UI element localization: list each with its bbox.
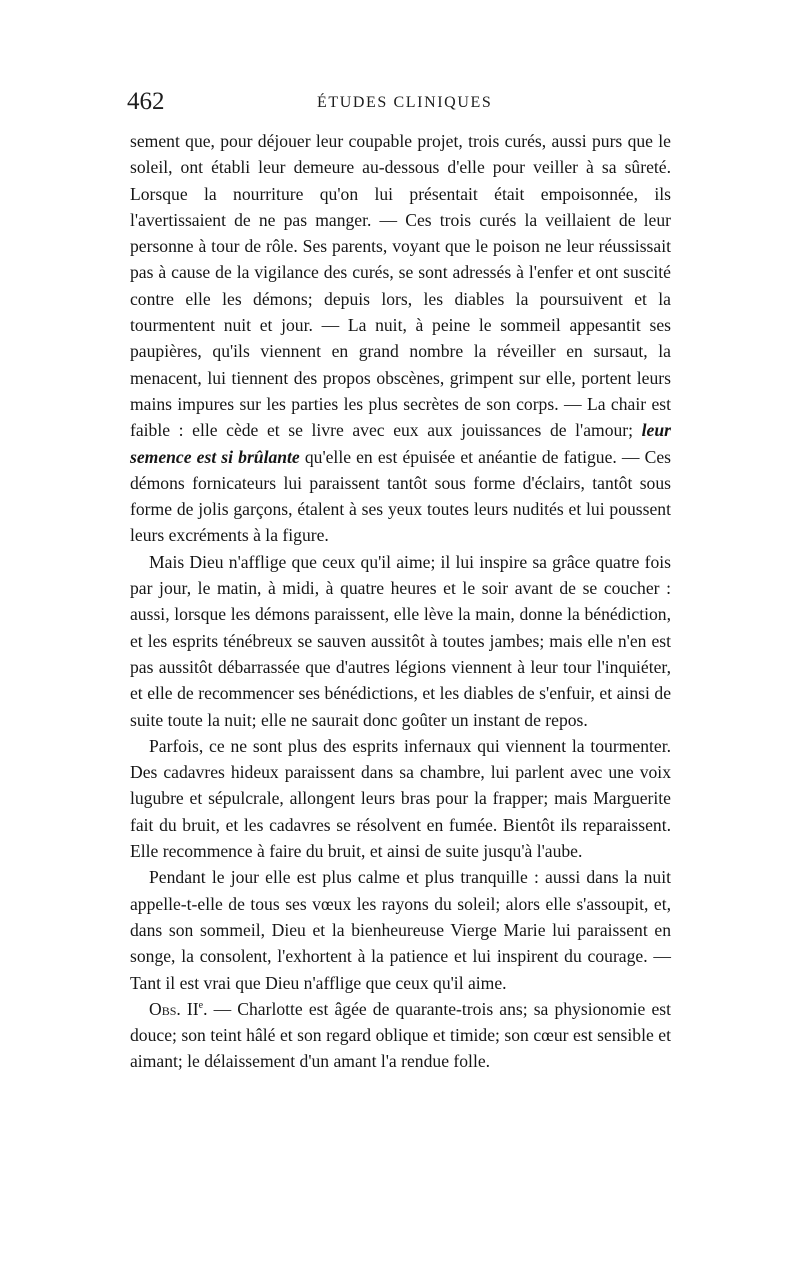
paragraph-3: Parfois, ce ne sont plus des esprits infernaux qui viennent la tourmenter. Des cadavres hideux paraissent dans sa chambre, lui parlent avec une voix lugubre et sépulcrale, allongent leurs bras pour la frapper; mais Marguerite fait du bruit, et les cadavres se résolvent en fumée. Bientôt ils reparaissent. Elle recommence à faire du bruit, et ainsi de suite jusqu'à l'aube. [130,735,671,862]
observation-text: . — Charlotte est âgée de quarante-trois ans; sa physionomie est douce; son teint hâlé et son regard oblique et timide; son cœur est sensible et aimant; le délaissement d'un amant l'a rendue folle. [130,998,671,1072]
page-number: 462 [127,88,165,115]
observation-label: Obs. [149,998,181,1019]
paragraph-4: Pendant le jour elle est plus calme et plus tranquille : aussi dans la nuit appelle-t-elle de tous ses vœux les rayons du soleil; alors elle s'assoupit, et, dans son sommeil, Dieu et la bienheureuse Vierge Marie lui paraissent en songe, la consolent, l'exhortent à la patience et lui inspirent du courage. — Tant il est vrai que Dieu n'afflige que ceux qu'il aime. [130,867,671,993]
paragraph-1-text-start: sement que, pour déjouer leur coupable projet, trois curés, aussi purs que le soleil, ont établi leur demeure au-dessous d'elle pour veiller à sa sûreté. Lorsque la nourriture qu'on lui présentait était empoisonnée, ils l'avertissaient de ne pas manger. — Ces trois curés la veillaient de leur personne à tour de rôle. Ses parents, voyant que le poison ne leur réussissait pas à cause de la vigilance des curés, se sont adressés à l'enfer et ont suscité contre elle les démons; depuis lors, les diables la poursuivent et la tourmentent nuit et jour. — La nuit, à peine le sommeil appesantit ses paupières, qu'ils viennent en grand nombre la réveiller en sursaut, la menacent, lui tiennent des propos obscènes, grimpent sur elle, portent leurs mains impures sur les parties les plus secrètes de son corps. — La chair est faible : elle cède et se livre avec eux aux jouissances de l'amour; [130,131,671,441]
emphasized-phrase: leur semence est si brûlante [130,420,671,467]
observation-paragraph [130,996,671,1075]
observation-number: II [186,998,199,1019]
paragraph-1 [130,128,671,549]
page-header [127,88,672,118]
paragraph-2: Mais Dieu n'afflige que ceux qu'il aime; il lui inspire sa grâce quatre fois par jour, le matin, à midi, à quatre heures et le soir avant de se coucher : aussi, lorsque les démons paraissent, elle lève la main, donne la bénédiction, et les esprits ténébreux se sauven aussitôt à toutes jambes; mais elle n'en est pas aussitôt débarrassée que d'autres légions viennent à leur tour l'inquiéter, et elle de recommencer ses bénédictions, et les diables de s'enfuir, et ainsi de suite toute la nuit; elle ne saurait donc goûter un instant de repos. [130,551,671,730]
body-text [130,128,671,1075]
observation-number-suffix: e [198,999,204,1011]
paragraph-1-text-end: qu'elle en est épuisée et anéantie de fatigue. — Ces démons fornicateurs lui paraissent tantôt sous forme d'éclairs, tantôt sous forme de jolis garçons, étalent à ses yeux toutes leurs nudités et lui poussent leurs excréments à la figure. [130,446,672,546]
running-head: ÉTUDES CLINIQUES [317,94,493,111]
